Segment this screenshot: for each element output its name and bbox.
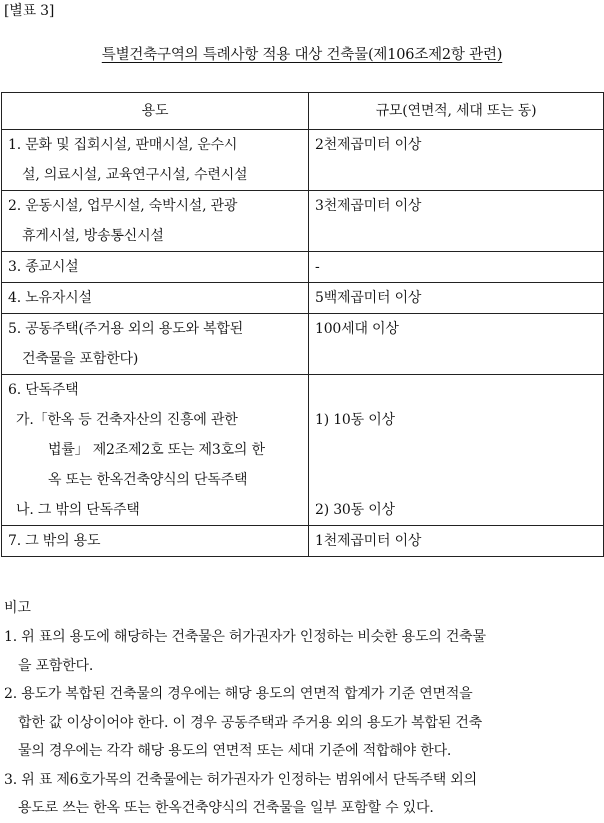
- remark-line: 1. 위 표의 용도에 해당하는 건축물은 허가권자가 인정하는 비슷한 용도의 건축물: [4, 629, 486, 645]
- remark-line: 용도로 쓰는 한옥 또는 한옥건축양식의 건축물을 일부 포함할 수 있다.: [18, 800, 434, 816]
- use-subitem-a-line: 법률」 제2조제2호 또는 제3호의 한: [48, 442, 265, 458]
- remark-line: 을 포함한다.: [18, 657, 94, 674]
- use-line: 7. 그 밖의 용도: [8, 533, 101, 549]
- use-line: 2. 운동시설, 업무시설, 숙박시설, 관광: [8, 198, 238, 214]
- remark-line: 2. 용도가 복합된 건축물의 경우에는 해당 용도의 연면적 합계가 기준 연면적을: [4, 686, 473, 702]
- remark-line: 물의 경우에는 각각 해당 용도의 연면적 또는 세대 기준에 적합해야 한다.: [18, 743, 452, 759]
- scale-cell: -: [309, 252, 604, 283]
- use-subitem-a: 가.「한옥 등 건축자산의 진흥에 관한: [16, 412, 238, 428]
- table-header-row: [2, 93, 604, 130]
- column-header-scale: 규모(연면적, 세대 또는 동): [309, 93, 604, 130]
- use-cell: [2, 526, 309, 557]
- scale-subitem-a: 1) 10동 이상: [315, 412, 395, 428]
- use-cell: [2, 191, 309, 252]
- remarks-section: [4, 597, 602, 823]
- use-line: 설, 의료시설, 교육연구시설, 수련시설: [22, 167, 248, 183]
- annex-label: [별표 3]: [4, 3, 55, 19]
- use-line: 6. 단독주택: [8, 382, 79, 398]
- use-cell: [2, 283, 309, 314]
- use-line: 3. 종교시설: [8, 259, 79, 275]
- scale-subitem-b: 2) 30동 이상: [315, 502, 395, 518]
- use-cell: [2, 314, 309, 375]
- use-line: 4. 노유자시설: [8, 290, 92, 306]
- use-subitem-b: 나. 그 밖의 단독주택: [16, 502, 140, 518]
- use-line: 휴게시설, 방송통신시설: [22, 228, 164, 244]
- use-line: 건축물을 포함한다): [22, 351, 139, 367]
- column-header-use: 용도: [2, 93, 309, 130]
- criteria-table: [1, 92, 604, 557]
- use-cell: [2, 375, 309, 526]
- scale-cell: 3천제곱미터 이상: [309, 191, 604, 252]
- table-row: [2, 526, 604, 557]
- use-subitem-a-line: 옥 또는 한옥건축양식의 단독주택: [48, 472, 248, 488]
- use-cell: [2, 252, 309, 283]
- table-row: [2, 283, 604, 314]
- remark-line: 3. 위 표 제6호가목의 건축물에는 허가권자가 인정하는 범위에서 단독주택 외의: [4, 771, 477, 788]
- remark-item: [4, 623, 602, 680]
- scale-cell: 100세대 이상: [309, 314, 604, 375]
- use-line: 5. 공동주택(주거용 외의 용도와 복합된: [8, 321, 244, 337]
- scale-cell: 5백제곱미터 이상: [309, 283, 604, 314]
- use-line: 1. 문화 및 집회시설, 판매시설, 운수시: [8, 137, 238, 153]
- remark-item: [4, 680, 602, 766]
- remark-line: 합한 값 이상이어야 한다. 이 경우 공동주택과 주거용 외의 용도가 복합된 건축: [18, 714, 483, 731]
- table-row: [2, 252, 604, 283]
- page-title-text: 특별건축구역의 특례사항 적용 대상 건축물(제106조제2항 관련): [101, 47, 503, 63]
- table-row: [2, 130, 604, 191]
- table-row: [2, 191, 604, 252]
- remark-item: [4, 766, 602, 823]
- use-cell: [2, 130, 309, 191]
- page-title: [0, 43, 604, 64]
- table-row: [2, 314, 604, 375]
- remarks-heading: 비고: [4, 600, 31, 616]
- scale-cell: [309, 375, 604, 526]
- scale-cell: 2천제곱미터 이상: [309, 130, 604, 191]
- scale-cell: 1천제곱미터 이상: [309, 526, 604, 557]
- table-row: [2, 375, 604, 526]
